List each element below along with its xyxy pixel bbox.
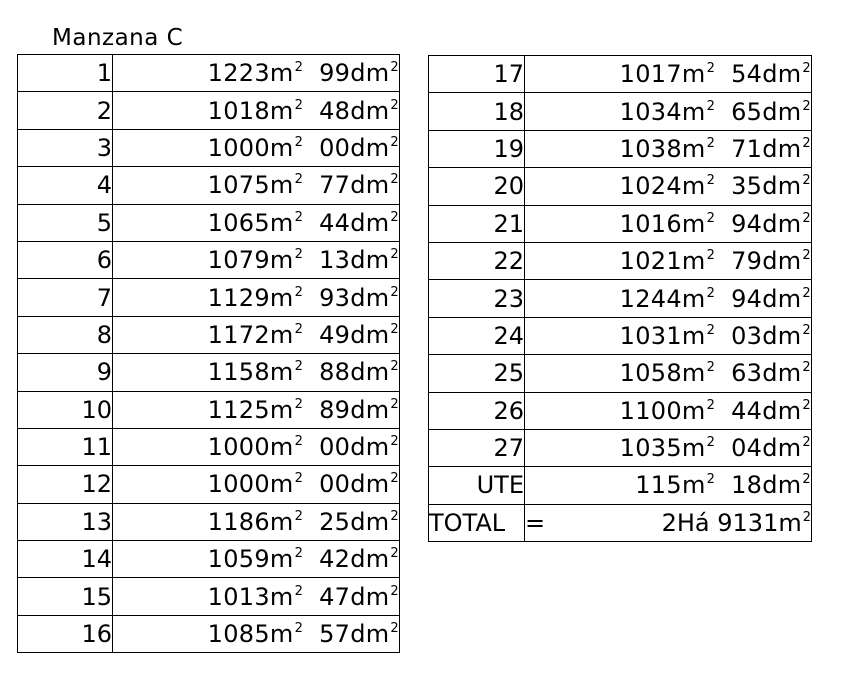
- table-row: [18, 503, 400, 540]
- lot-area-table-left: [17, 54, 400, 653]
- total-label: TOTAL: [429, 504, 525, 541]
- superscript: 2: [390, 359, 399, 375]
- area-m: 1079m: [207, 246, 294, 275]
- superscript: 2: [294, 396, 304, 412]
- superscript: 2: [390, 508, 399, 524]
- superscript: 2: [390, 247, 399, 263]
- table-row: [429, 355, 812, 392]
- superscript: 2: [706, 210, 716, 226]
- superscript: 2: [706, 98, 716, 114]
- superscript: 2: [294, 284, 304, 300]
- total-amount: [661, 508, 811, 537]
- table-row: [18, 541, 400, 578]
- area-m: 1065m: [207, 208, 294, 237]
- superscript: 2: [294, 621, 304, 637]
- lot-area: [525, 355, 812, 392]
- lot-number: 21: [429, 205, 525, 242]
- area-dm: 71dm: [731, 134, 802, 163]
- lot-area: [525, 317, 812, 354]
- superscript: 2: [390, 621, 399, 637]
- lot-number: 27: [429, 429, 525, 466]
- area-m: 1129m: [207, 283, 294, 312]
- lot-number: 12: [18, 466, 113, 503]
- superscript: 2: [390, 434, 399, 450]
- area-dm: 04dm: [731, 434, 802, 463]
- superscript: 2: [802, 435, 811, 451]
- lot-area: [113, 391, 400, 428]
- area-dm: 89dm: [319, 395, 390, 424]
- area-dm: 44dm: [319, 208, 390, 237]
- area-m: 1000m: [207, 433, 294, 462]
- superscript: 2: [390, 321, 399, 337]
- superscript: 2: [390, 60, 399, 76]
- superscript: 2: [390, 209, 399, 225]
- superscript: 2: [706, 248, 716, 264]
- lot-number: 16: [18, 615, 113, 652]
- table-row: [429, 467, 812, 504]
- lot-number: 1: [18, 55, 113, 92]
- area-m: 1223m: [207, 59, 294, 88]
- lot-area: [113, 316, 400, 353]
- area-dm: 48dm: [319, 96, 390, 125]
- area-m: 1017m: [619, 60, 706, 89]
- lot-number: 20: [429, 168, 525, 205]
- superscript: 2: [294, 97, 304, 113]
- table-row: [429, 56, 812, 93]
- area-dm: 00dm: [319, 133, 390, 162]
- lot-number: 5: [18, 204, 113, 241]
- lot-number: 14: [18, 541, 113, 578]
- lot-number: 8: [18, 316, 113, 353]
- superscript: 2: [802, 248, 811, 264]
- superscript: 2: [802, 322, 811, 338]
- area-m: 1034m: [619, 97, 706, 126]
- table-row: [18, 204, 400, 241]
- lot-number: 2: [18, 92, 113, 129]
- area-dm: 44dm: [731, 396, 802, 425]
- lot-number: 7: [18, 279, 113, 316]
- area-m: 1018m: [207, 96, 294, 125]
- area-dm: 47dm: [319, 582, 390, 611]
- total-amount-text: 2Há 9131m: [661, 508, 802, 537]
- superscript: 2: [390, 172, 399, 188]
- area-dm: 77dm: [319, 171, 390, 200]
- area-dm: 94dm: [731, 209, 802, 238]
- superscript: 2: [294, 546, 304, 562]
- lot-number: 25: [429, 355, 525, 392]
- lot-area: [525, 168, 812, 205]
- lot-area: [113, 503, 400, 540]
- table-row: [18, 92, 400, 129]
- lot-area: [525, 467, 812, 504]
- superscript: 2: [802, 61, 811, 77]
- lot-area: [525, 429, 812, 466]
- superscript: 2: [802, 509, 811, 525]
- area-dm: 54dm: [731, 60, 802, 89]
- area-dm: 65dm: [731, 97, 802, 126]
- area-m: 1000m: [207, 470, 294, 499]
- superscript: 2: [802, 135, 811, 151]
- superscript: 2: [294, 209, 304, 225]
- area-m: 1035m: [619, 434, 706, 463]
- superscript: 2: [294, 321, 304, 337]
- superscript: 2: [294, 247, 304, 263]
- area-m: 1172m: [207, 320, 294, 349]
- table-row: [18, 428, 400, 465]
- lot-number: 3: [18, 129, 113, 166]
- superscript: 2: [390, 97, 399, 113]
- table-row: [18, 391, 400, 428]
- superscript: 2: [294, 359, 304, 375]
- lot-number: 26: [429, 392, 525, 429]
- area-m: 1058m: [619, 359, 706, 388]
- lot-number: 22: [429, 242, 525, 279]
- area-dm: 42dm: [319, 545, 390, 574]
- superscript: 2: [390, 546, 399, 562]
- area-m: 1024m: [619, 172, 706, 201]
- lot-number: 4: [18, 167, 113, 204]
- area-m: 1013m: [207, 582, 294, 611]
- area-dm: 18dm: [731, 471, 802, 500]
- lot-number: 23: [429, 280, 525, 317]
- superscript: 2: [802, 472, 811, 488]
- lot-number: 19: [429, 130, 525, 167]
- lot-number: 11: [18, 428, 113, 465]
- area-m: 1031m: [619, 321, 706, 350]
- table-row: [18, 167, 400, 204]
- superscript: 2: [294, 471, 304, 487]
- area-m: 1038m: [619, 134, 706, 163]
- table-row: [429, 280, 812, 317]
- superscript: 2: [706, 285, 716, 301]
- superscript: 2: [294, 172, 304, 188]
- area-dm: 57dm: [319, 620, 390, 649]
- area-dm: 79dm: [731, 247, 802, 276]
- lot-area: [113, 279, 400, 316]
- area-m: 1075m: [207, 171, 294, 200]
- superscript: 2: [802, 210, 811, 226]
- lot-area: [113, 615, 400, 652]
- table-row: [429, 93, 812, 130]
- total-row: [429, 504, 812, 541]
- table-row: [18, 466, 400, 503]
- lot-area: [525, 205, 812, 242]
- superscript: 2: [802, 285, 811, 301]
- lot-area: [113, 466, 400, 503]
- area-m: 1186m: [207, 507, 294, 536]
- superscript: 2: [294, 583, 304, 599]
- superscript: 2: [706, 360, 716, 376]
- superscript: 2: [390, 396, 399, 412]
- area-dm: 49dm: [319, 320, 390, 349]
- superscript: 2: [294, 508, 304, 524]
- lot-number: 10: [18, 391, 113, 428]
- superscript: 2: [294, 60, 304, 76]
- lot-number: 24: [429, 317, 525, 354]
- superscript: 2: [802, 98, 811, 114]
- superscript: 2: [294, 134, 304, 150]
- table-row: [429, 205, 812, 242]
- lot-number: 6: [18, 241, 113, 278]
- area-dm: 88dm: [319, 358, 390, 387]
- table-row: [18, 241, 400, 278]
- lot-area: [113, 92, 400, 129]
- area-dm: 25dm: [319, 507, 390, 536]
- superscript: 2: [390, 284, 399, 300]
- area-dm: 93dm: [319, 283, 390, 312]
- superscript: 2: [390, 471, 399, 487]
- lot-number: 17: [429, 56, 525, 93]
- page-title: Manzana C: [52, 25, 184, 51]
- table-row: [429, 130, 812, 167]
- superscript: 2: [390, 583, 399, 599]
- lot-number: 15: [18, 578, 113, 615]
- table-row: [18, 354, 400, 391]
- area-m: 1059m: [207, 545, 294, 574]
- lot-area: [113, 129, 400, 166]
- lot-area: [525, 56, 812, 93]
- table-row: [18, 55, 400, 92]
- table-row: [429, 429, 812, 466]
- superscript: 2: [706, 472, 716, 488]
- area-m: 1000m: [207, 133, 294, 162]
- area-dm: 13dm: [319, 246, 390, 275]
- superscript: 2: [706, 135, 716, 151]
- area-m: 1244m: [619, 284, 706, 313]
- area-dm: 03dm: [731, 321, 802, 350]
- lot-area: [113, 578, 400, 615]
- table-row: [429, 317, 812, 354]
- area-m: 1021m: [619, 247, 706, 276]
- area-m: 1085m: [207, 620, 294, 649]
- table-row: [18, 279, 400, 316]
- lot-area: [525, 392, 812, 429]
- total-value: [525, 504, 812, 541]
- table-row: [429, 168, 812, 205]
- table-row: [18, 129, 400, 166]
- lot-area: [525, 130, 812, 167]
- area-m: 115m: [635, 471, 706, 500]
- lot-number: UTE: [429, 467, 525, 504]
- lot-area: [113, 204, 400, 241]
- area-m: 1125m: [207, 395, 294, 424]
- lot-area: [113, 354, 400, 391]
- lot-area: [525, 280, 812, 317]
- superscript: 2: [706, 61, 716, 77]
- superscript: 2: [802, 360, 811, 376]
- area-m: 1016m: [619, 209, 706, 238]
- equals-sign: =: [525, 508, 546, 537]
- superscript: 2: [706, 322, 716, 338]
- superscript: 2: [802, 397, 811, 413]
- superscript: 2: [706, 397, 716, 413]
- lot-number: 18: [429, 93, 525, 130]
- table-row: [18, 578, 400, 615]
- lot-number: 9: [18, 354, 113, 391]
- superscript: 2: [390, 134, 399, 150]
- area-dm: 99dm: [319, 59, 390, 88]
- area-m: 1100m: [619, 396, 706, 425]
- lot-area-table-right: [428, 55, 812, 542]
- table-row: [18, 615, 400, 652]
- lot-area: [113, 428, 400, 465]
- lot-area: [525, 93, 812, 130]
- superscript: 2: [706, 173, 716, 189]
- area-dm: 00dm: [319, 433, 390, 462]
- area-dm: 63dm: [731, 359, 802, 388]
- superscript: 2: [802, 173, 811, 189]
- table-row: [429, 242, 812, 279]
- table-row: [429, 392, 812, 429]
- area-dm: 00dm: [319, 470, 390, 499]
- lot-area: [113, 167, 400, 204]
- area-dm: 35dm: [731, 172, 802, 201]
- superscript: 2: [706, 435, 716, 451]
- area-dm: 94dm: [731, 284, 802, 313]
- superscript: 2: [294, 434, 304, 450]
- lot-area: [525, 242, 812, 279]
- lot-area: [113, 55, 400, 92]
- table-row: [18, 316, 400, 353]
- lot-area: [113, 241, 400, 278]
- lot-area: [113, 541, 400, 578]
- area-m: 1158m: [207, 358, 294, 387]
- lot-number: 13: [18, 503, 113, 540]
